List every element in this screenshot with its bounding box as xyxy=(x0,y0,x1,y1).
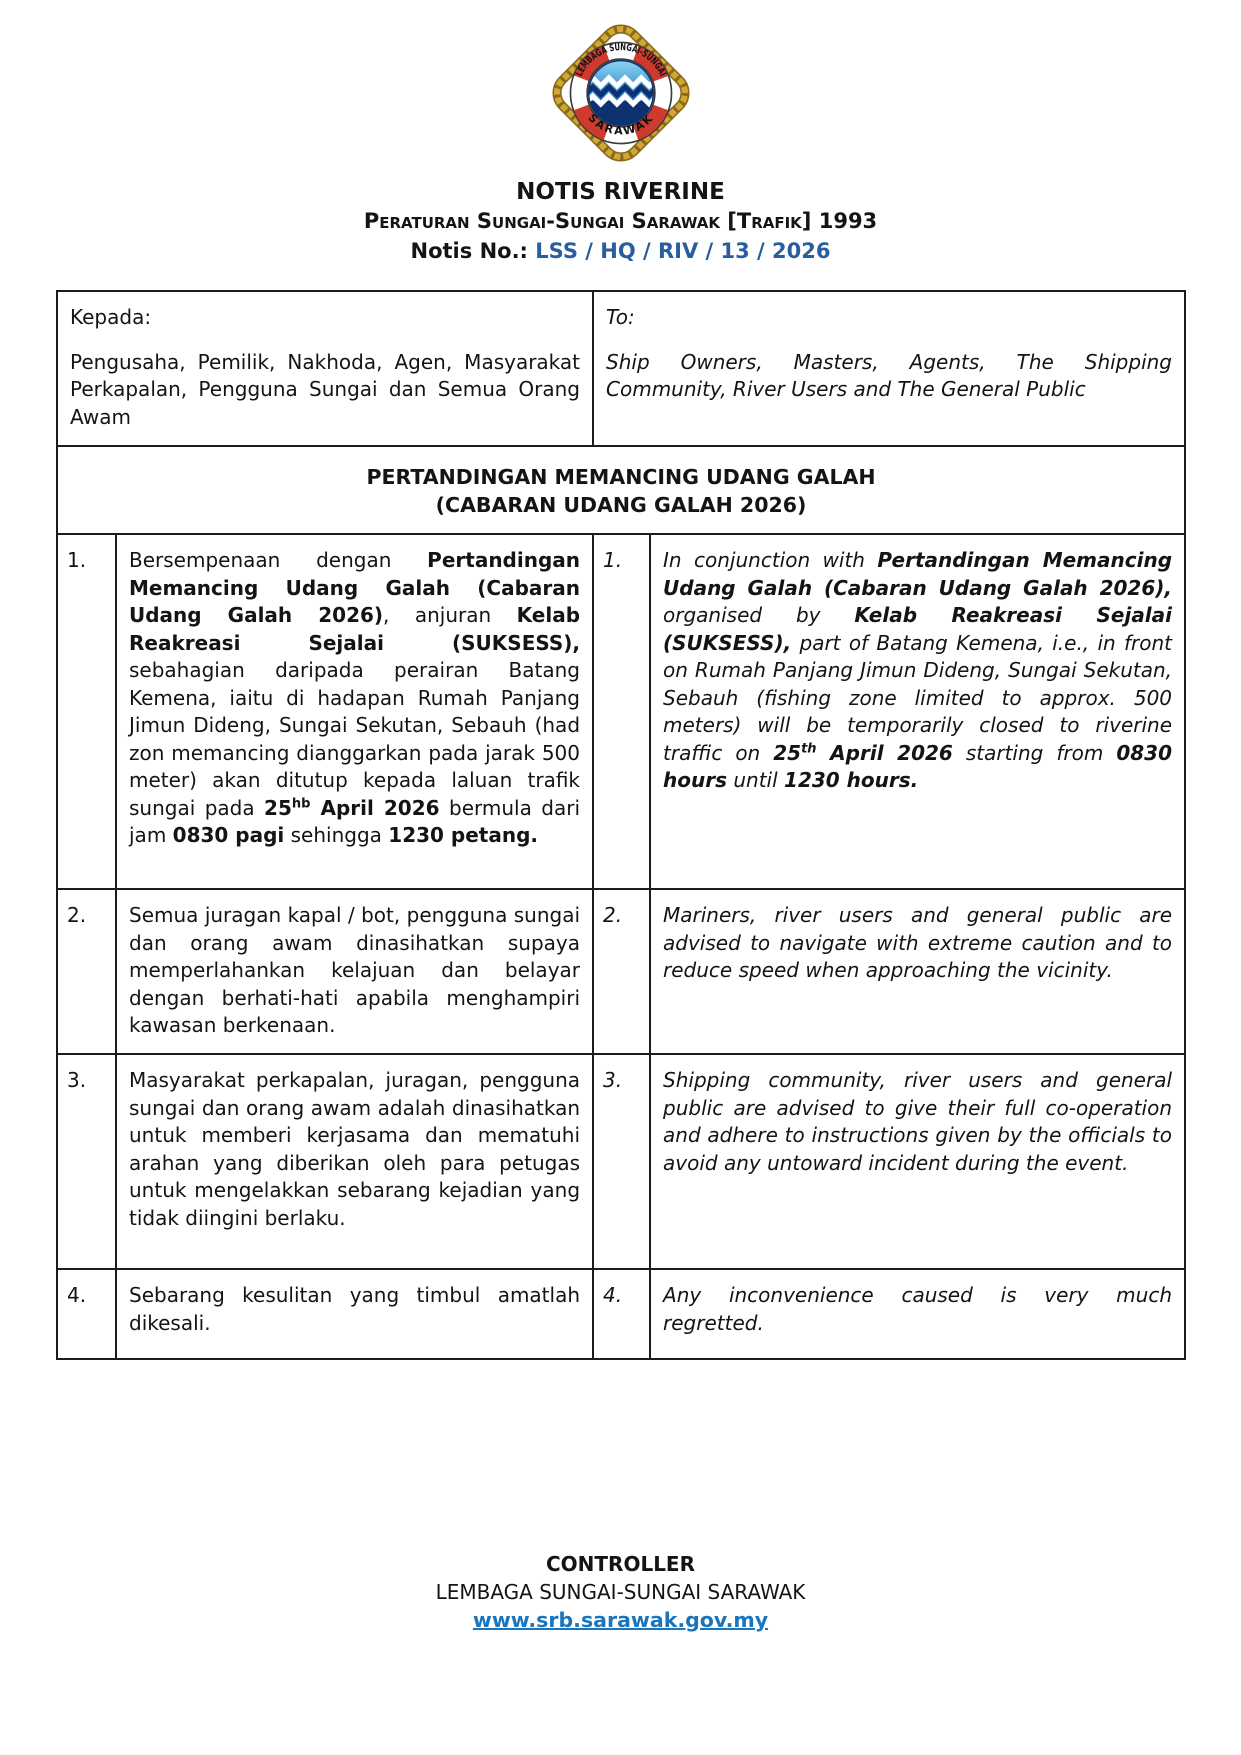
item-row-3 xyxy=(57,1054,1185,1269)
notice-title: NOTIS RIVERINE xyxy=(516,179,725,205)
item-4-english-text: Any inconvenience caused is very much regretted. xyxy=(650,1269,1185,1359)
notice-number-label: Notis No.: xyxy=(410,239,536,263)
item-3-english-text: Shipping community, river users and general public are advised to give their full co-operation and adhere to instructions given by the officials to avoid any untoward incident during the event. xyxy=(650,1054,1185,1269)
notice-number-value: LSS / HQ / RIV / 13 / 2026 xyxy=(535,239,831,263)
website-line xyxy=(0,1606,1241,1636)
item-row-1 xyxy=(57,534,1185,889)
addressee-english-cell xyxy=(593,291,1185,446)
subject-line-2: (CABARAN UDANG GALAH 2026) xyxy=(435,493,807,517)
item-1-number-english: 1. xyxy=(593,534,650,889)
notice-table xyxy=(56,290,1186,1360)
srb-lifebuoy-logo-icon xyxy=(530,20,712,170)
logo-arc-bottom-text: SARAWAK xyxy=(585,111,657,138)
notice-header xyxy=(0,0,1241,266)
subject-row xyxy=(57,446,1185,534)
item-1-malay-text: Bersempenaan dengan Pertandingan Memancing Udang Galah (Cabaran Udang Galah 2026), anjuran Kelab Reakreasi Sejalai (SUKSESS), sebahagian daripada perairan Batang Kemena, iaitu di hadapan Rumah Panjang Jimun Dideng, Sungai Sekutan, Sebauh (had zon memancing dianggarkan pada jarak 500 meter) akan ditutup kepada laluan trafik sungai pada $25^{hb}$ April 2026 bermula dari jam 0830 pagi sehingga 1230 petang. xyxy=(116,534,593,889)
logo-arc-top-text: LEMBAGA SUNGAI-SUNGAI xyxy=(573,41,669,80)
addressee-malay-label: Kepada: xyxy=(70,305,152,329)
item-2-number-english: 2. xyxy=(593,889,650,1054)
notice-footer xyxy=(0,1550,1241,1636)
subject-line-1: PERTANDINGAN MEMANCING UDANG GALAH xyxy=(366,465,876,489)
item-1-english-text: In conjunction with Pertandingan Memancing Udang Galah (Cabaran Udang Galah 2026), organised by Kelab Reakreasi Sejalai (SUKSESS), part of Batang Kemena, i.e., in front on Rumah Panjang Jimun Dideng, Sungai Sekutan, Sebauh (fishing zone limited to approx. 500 meters) will be temporarily closed to riverine traffic on 25th April 2026 starting from 0830 hours until 1230 hours. xyxy=(650,534,1185,889)
addressee-malay-body: Pengusaha, Pemilik, Nakhoda, Agen, Masyarakat Perkapalan, Pengguna Sungai dan Semua Orang Awam xyxy=(70,349,581,429)
item-1-number-malay: 1. xyxy=(57,534,116,889)
item-3-number-malay: 3. xyxy=(57,1054,116,1269)
addressee-row xyxy=(57,291,1185,446)
item-2-number-malay: 2. xyxy=(57,889,116,1054)
item-3-malay-text: Masyarakat perkapalan, juragan, pengguna sungai dan orang awam adalah dinasihatkan untuk memberi kerjasama dan mematuhi arahan yang diberikan oleh para petugas untuk mengelakkan sebarang kejadian yang tidak diingini berlaku. xyxy=(116,1054,593,1269)
item-2-malay-text: Semua juragan kapal / bot, pengguna sungai dan orang awam dinasihatkan supaya memperlahankan kelajuan dan belayar dengan berhati-hati apabila menghampiri kawasan berkenaan. xyxy=(116,889,593,1054)
item-4-malay-text: Sebarang kesulitan yang timbul amatlah dikesali. xyxy=(116,1269,593,1359)
subject-cell xyxy=(57,446,1185,534)
signatory-title: CONTROLLER xyxy=(545,1552,695,1576)
notice-number-line xyxy=(0,236,1241,266)
notice-subtitle: Peraturan Sungai-Sungai Sarawak [Trafik] 1993 xyxy=(363,209,878,233)
addressee-malay-cell xyxy=(57,291,593,446)
organisation-name: LEMBAGA SUNGAI-SUNGAI SARAWAK xyxy=(435,1580,806,1604)
website-link[interactable]: www.srb.sarawak.gov.my xyxy=(472,1608,769,1632)
item-row-4 xyxy=(57,1269,1185,1359)
item-2-english-text: Mariners, river users and general public are advised to navigate with extreme caution and to reduce speed when approaching the vicinity. xyxy=(650,889,1185,1054)
addressee-english-label: To: xyxy=(606,305,635,329)
item-4-number-english: 4. xyxy=(593,1269,650,1359)
item-row-2 xyxy=(57,889,1185,1054)
item-4-number-malay: 4. xyxy=(57,1269,116,1359)
item-3-number-english: 3. xyxy=(593,1054,650,1269)
addressee-english-body: Ship Owners, Masters, Agents, The Shipping Community, River Users and The General Public xyxy=(606,349,1173,401)
